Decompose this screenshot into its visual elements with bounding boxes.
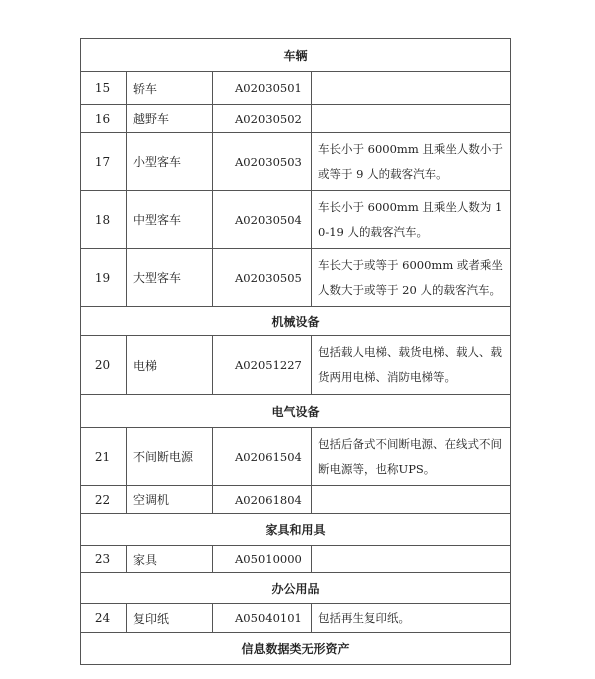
section-row xyxy=(81,514,511,546)
section-row xyxy=(81,395,511,428)
section-row xyxy=(81,573,511,604)
row-code: A02030505 xyxy=(213,249,312,307)
section-row xyxy=(81,307,511,336)
row-note xyxy=(312,72,511,105)
row-code: A02061804 xyxy=(213,486,312,514)
row-code: A02030501 xyxy=(213,72,312,105)
row-number: 23 xyxy=(81,546,127,573)
row-note: 车长小于 6000mm 且乘坐人数为 10-19 人的载客汽车。 xyxy=(312,191,511,249)
row-note xyxy=(312,486,511,514)
row-number: 16 xyxy=(81,105,127,133)
row-number: 24 xyxy=(81,604,127,633)
row-name: 越野车 xyxy=(127,105,213,133)
row-number: 22 xyxy=(81,486,127,514)
section-row xyxy=(81,633,511,665)
row-name: 电梯 xyxy=(127,336,213,395)
row-note xyxy=(312,546,511,573)
table-row xyxy=(81,546,511,573)
table-row xyxy=(81,105,511,133)
row-code: A02061504 xyxy=(213,428,312,486)
asset-catalog-table xyxy=(80,38,511,665)
row-code: A02030504 xyxy=(213,191,312,249)
table-row xyxy=(81,486,511,514)
row-name: 不间断电源 xyxy=(127,428,213,486)
row-name: 中型客车 xyxy=(127,191,213,249)
section-title-electrical: 电气设备 xyxy=(81,395,511,428)
row-note: 包括载人电梯、载货电梯、载人、载货两用电梯、消防电梯等。 xyxy=(312,336,511,395)
row-note xyxy=(312,105,511,133)
row-number: 21 xyxy=(81,428,127,486)
row-name: 家具 xyxy=(127,546,213,573)
table-row xyxy=(81,249,511,307)
row-number: 17 xyxy=(81,133,127,191)
table-row xyxy=(81,72,511,105)
row-code: A05010000 xyxy=(213,546,312,573)
row-note: 车长大于或等于 6000mm 或者乘坐人数大于或等于 20 人的载客汽车。 xyxy=(312,249,511,307)
table-row xyxy=(81,428,511,486)
row-number: 20 xyxy=(81,336,127,395)
row-note: 车长小于 6000mm 且乘坐人数小于或等于 9 人的载客汽车。 xyxy=(312,133,511,191)
section-title-machinery: 机械设备 xyxy=(81,307,511,336)
row-name: 大型客车 xyxy=(127,249,213,307)
row-code: A05040101 xyxy=(213,604,312,633)
row-code: A02051227 xyxy=(213,336,312,395)
table-row xyxy=(81,133,511,191)
section-title-furniture: 家具和用具 xyxy=(81,514,511,546)
section-title-office: 办公用品 xyxy=(81,573,511,604)
row-name: 小型客车 xyxy=(127,133,213,191)
table-row xyxy=(81,336,511,395)
row-number: 19 xyxy=(81,249,127,307)
row-note: 包括后备式不间断电源、在线式不间断电源等，也称UPS。 xyxy=(312,428,511,486)
section-row xyxy=(81,39,511,72)
table-row xyxy=(81,191,511,249)
row-name: 轿车 xyxy=(127,72,213,105)
row-number: 15 xyxy=(81,72,127,105)
row-code: A02030503 xyxy=(213,133,312,191)
table-row xyxy=(81,604,511,633)
row-code: A02030502 xyxy=(213,105,312,133)
row-note: 包括再生复印纸。 xyxy=(312,604,511,633)
section-title-vehicles: 车辆 xyxy=(81,39,511,72)
row-number: 18 xyxy=(81,191,127,249)
row-name: 空调机 xyxy=(127,486,213,514)
section-title-intangible: 信息数据类无形资产 xyxy=(81,633,511,665)
row-name: 复印纸 xyxy=(127,604,213,633)
